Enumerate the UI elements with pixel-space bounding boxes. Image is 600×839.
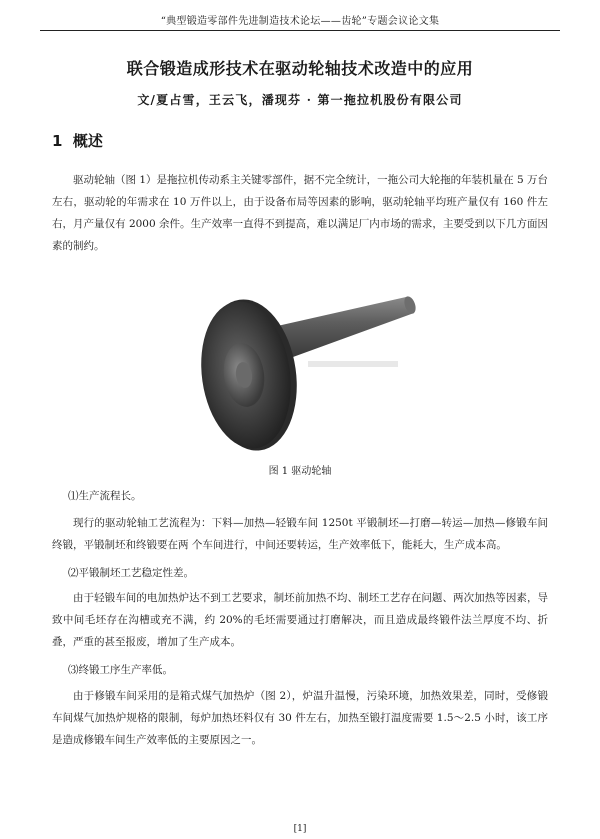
paragraph-1-text: 现行的驱动轮轴工艺流程为：下料—加热—轻锻车间 1250t 平锻制坯—打磨—转运—加热—修锻车间终锻，平锻制坯和终锻要在两 个车间进行，中间还要转运，生产效率低下，能耗大，生产成本高。 [52,517,548,551]
section-title-text: 概述 [72,132,103,150]
author-line: 文/夏占雪，王云飞，潘现芬 · 第一拖拉机股份有限公司 [137,93,463,107]
intro-paragraph-text: 驱动轮轴（图 1）是拖拉机传动系主关键零部件，据不完全统计，一拖公司大轮拖的年装机量在 5 万台左右，驱动轮的年需求在 10 万件以上，由于设备布局等因素的影响，驱动轮轴平均班产量仅有 160 件左右，月产量仅有 2000 余件。生产效率一直得不到提高，难以满足厂内市场的需求，主要受到以下几方面因素的制约。 [52,174,548,252]
figure-caption: 图 1 驱动轮轴 [268,466,332,477]
subheading-3: ⑶终锻工序生产率低。 [68,664,173,676]
header-rule [40,30,560,31]
paragraph-2-text: 由于轻锻车间的电加热炉达不到工艺要求，制坯前加热不均、制坯工艺存在问题、两次加热等因素，导致中间毛坯存在沟槽或充不满，约 20%的毛坯需要通过打磨解决，而且造成最终锻件法兰厚度不均、折叠，严重的甚至报废，增加了生产成本。 [52,592,548,648]
paragraph-2 [52,587,548,653]
figure-drive-axle [188,283,418,453]
page-number: [1] [293,824,307,834]
section-number: 1 [52,132,63,150]
subheading-2: ⑵平锻制坯工艺稳定性差。 [68,567,194,579]
paragraph-3-text: 由于修锻车间采用的是箱式煤气加热炉（图 2），炉温升温慢，污染环境，加热效果差，同时，受修锻车间煤气加热炉规格的限制，每炉加热坯料仅有 30 件左右，加热至锻打温度需要 1.5～2.5 小时，该工序是造成修锻车间生产效率低的主要原因之一。 [52,690,548,746]
intro-paragraph [52,169,548,257]
paragraph-3 [52,685,548,751]
subheading-1: ⑴生产流程长。 [68,490,142,502]
running-header: “典型锻造零部件先进制造技术论坛——齿轮”专题会议论文集 [160,16,440,27]
paper-title: 联合锻造成形技术在驱动轮轴技术改造中的应用 [126,59,474,78]
drive-axle-photo [188,283,418,453]
paragraph-1 [52,512,548,556]
section-heading [52,130,103,151]
